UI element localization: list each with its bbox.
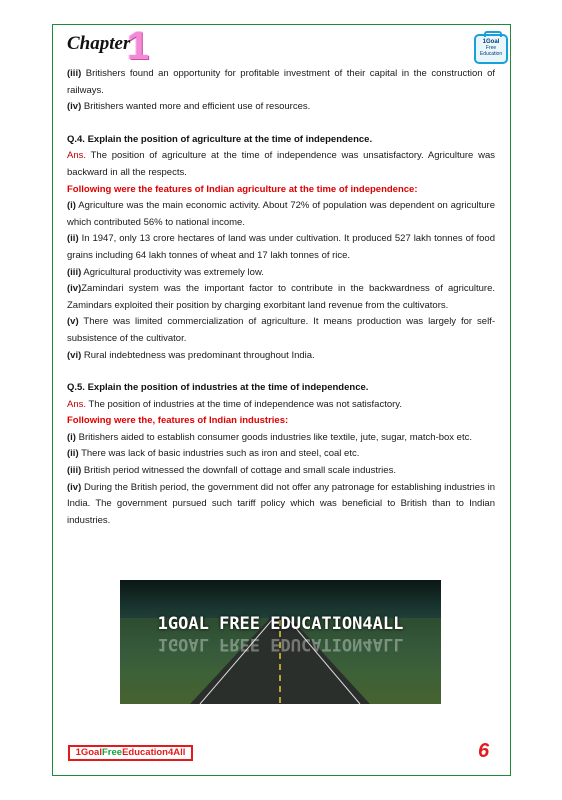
logo-line-1: 1Goal [482,39,500,45]
banner-title: 1GOAL FREE EDUCATION4ALL [157,614,404,634]
logo-line-2: Free [485,45,497,51]
point-item: (v) There was limited commercialization of agriculture. It means production was largely for self-subsistence of the cultivator. [67,316,495,344]
point-item: (iii) British period witnessed the downfall of cottage and small scale industries. [67,465,396,477]
point-item: (iv) During the British period, the government did not offer any patronage for establishing industries in India. The government pursued such tariff policy which was beneficial to British than to Indian industries. [67,481,495,526]
features-heading-4: Following were the features of Indian agriculture at the time of independence: [67,183,418,195]
point-item: (i) Agriculture was the main economic activity. About 72% of population was dependent on agriculture which contributed 56% to national income. [67,200,495,228]
chapter-title: Chapter [67,33,131,54]
chapter-number: 1 [127,24,150,68]
page-number: 6 [478,740,490,762]
answer-5: Ans. The position of industries at the time of independence was not satisfactory. [67,398,402,410]
banner-title-reflection: 1GOAL FREE EDUCATION4ALL [157,634,404,654]
point-item: (iv) Britishers wanted more and efficient use of resources. [67,101,311,113]
point-item: (iii) Agricultural productivity was extremely low. [67,266,264,278]
point-item: (iv)Zamindari system was the important factor to contribute in the backwardness of agriculture. Zamindars exploited their position by charging exorbitant land revenue from the cultivators. [67,283,495,311]
point-item: (ii) In 1947, only 13 crore hectares of land was under cultivation. It produced 527 lakh tonnes of food grains including 64 lakh tonnes of wheat and 17 lakh tonnes of rice. [67,233,495,261]
features-heading-5: Following were the, features of Indian industries: [67,415,289,427]
point-item: (i) Britishers aided to establish consumer goods industries like textile, jute, sugar, match-box etc. [67,431,472,443]
point-item: (iii) Britishers found an opportunity for profitable investment of their capital in the construction of railways. [67,68,495,96]
page-content [67,66,495,529]
banner-image [120,580,441,704]
question-4: Q.4. Explain the position of agriculture at the time of independence. [67,133,373,145]
logo-badge [474,34,508,64]
point-item: (ii) There was lack of basic industries such as iron and steel, coal etc. [67,448,360,460]
footer-brand-badge: 1GoalFreeEducation4All [68,745,193,761]
question-5: Q.5. Explain the position of industries at the time of independence. [67,382,369,394]
answer-4: Ans. The position of agriculture at the time of independence was unsatisfactory. Agriculture was backward in all the respects. [67,150,495,178]
point-item: (vi) Rural indebtedness was predominant throughout India. [67,349,315,361]
logo-line-3: Education [479,51,503,57]
